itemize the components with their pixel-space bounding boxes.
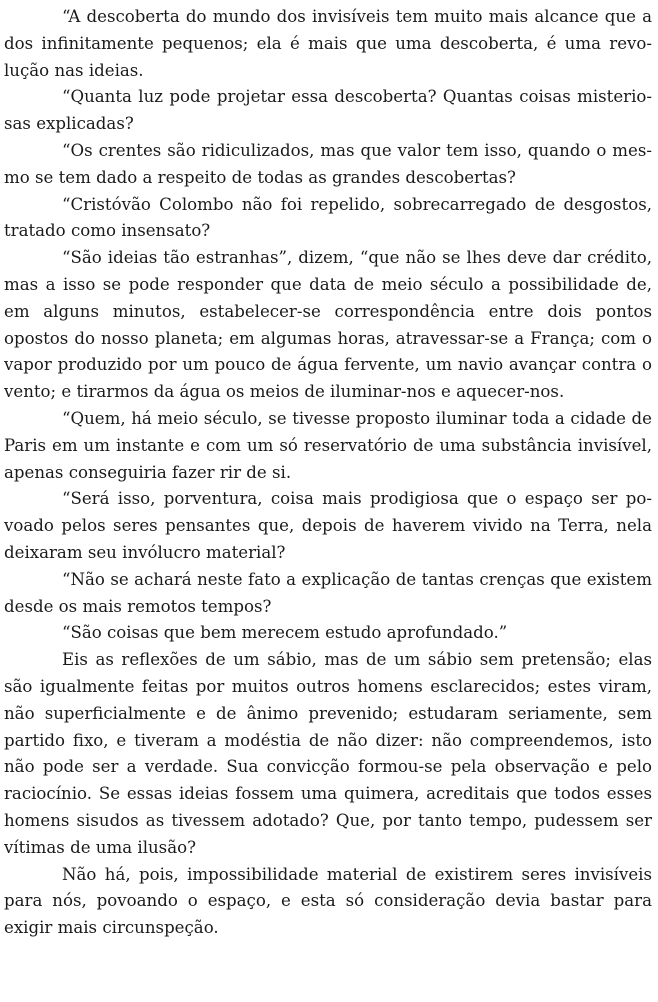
paragraph: “Quem, há meio século, se tivesse proposto iluminar toda a cidade de Paris em um instante e com um só reservatório de uma substância invisível, apenas conseguiria fazer rir de si.	[4, 408, 652, 482]
paragraph: “Os crentes são ridiculizados, mas que valor tem isso, quando o mesmo se tem dado a respeito de todas as grandes descobertas?	[4, 140, 652, 187]
paragraph: “Será isso, porventura, coisa mais prodigiosa que o espaço ser povoado pelos seres pensantes que, depois de haverem vivido na Terra, nela deixaram seu invólucro material?	[4, 489, 652, 562]
paragraph: “Quanta luz pode projetar essa descoberta? Quantas coisas misteriosas explicadas?	[4, 87, 652, 134]
document-page	[4, 4, 652, 942]
paragraph: Eis as reflexões de um sábio, mas de um sábio sem pretensão; elas são igualmente feitas por muitos outros homens esclarecidos; estes viram, não superficialmente e de ânimo prevenido; estudaram seriamente, sem partido fixo, e tiveram a modéstia de não dizer: não compreendemos, isto não pode ser a verdade. Sua convicção formou-se pela observação e pelo raciocínio. Se essas ideias fossem uma quimera, acreditais que todos esses homens sisudos as tivessem adotado? Que, por tanto tempo, pudessem ser vítimas de uma ilusão?	[4, 650, 652, 857]
paragraph: “Cristóvão Colombo não foi repelido, sobrecarregado de desgostos, tratado como insensato?	[4, 194, 652, 241]
paragraph: “São coisas que bem merecem estudo aprofundado.”	[62, 623, 508, 643]
paragraph: “A descoberta do mundo dos invisíveis tem muito mais alcance que a dos infinitamente pequenos; ela é mais que uma descoberta, é uma revolução nas ideias.	[4, 7, 652, 80]
paragraph: “Não se achará neste fato a explicação de tantas crenças que existem desde os mais remotos tempos?	[4, 569, 652, 616]
paragraph: “São ideias tão estranhas”, dizem, “que não se lhes deve dar crédito, mas a isso se pode responder que data de meio século a possibilidade de, em alguns minutos, estabelecer-se correspondência entre dois pontos opostos do nosso planeta; em algumas horas, atravessar-se a França; com o vapor produzido por um pouco de água fervente, um navio avançar contra o vento; e tirarmos da água os meios de iluminar-nos e aquecer-nos.	[4, 248, 652, 402]
paragraph: Não há, pois, impossibilidade material de existirem seres invisíveis para nós, povoando o espaço, e esta só consideração devia bastar para exigir mais circunspeção.	[4, 864, 652, 938]
